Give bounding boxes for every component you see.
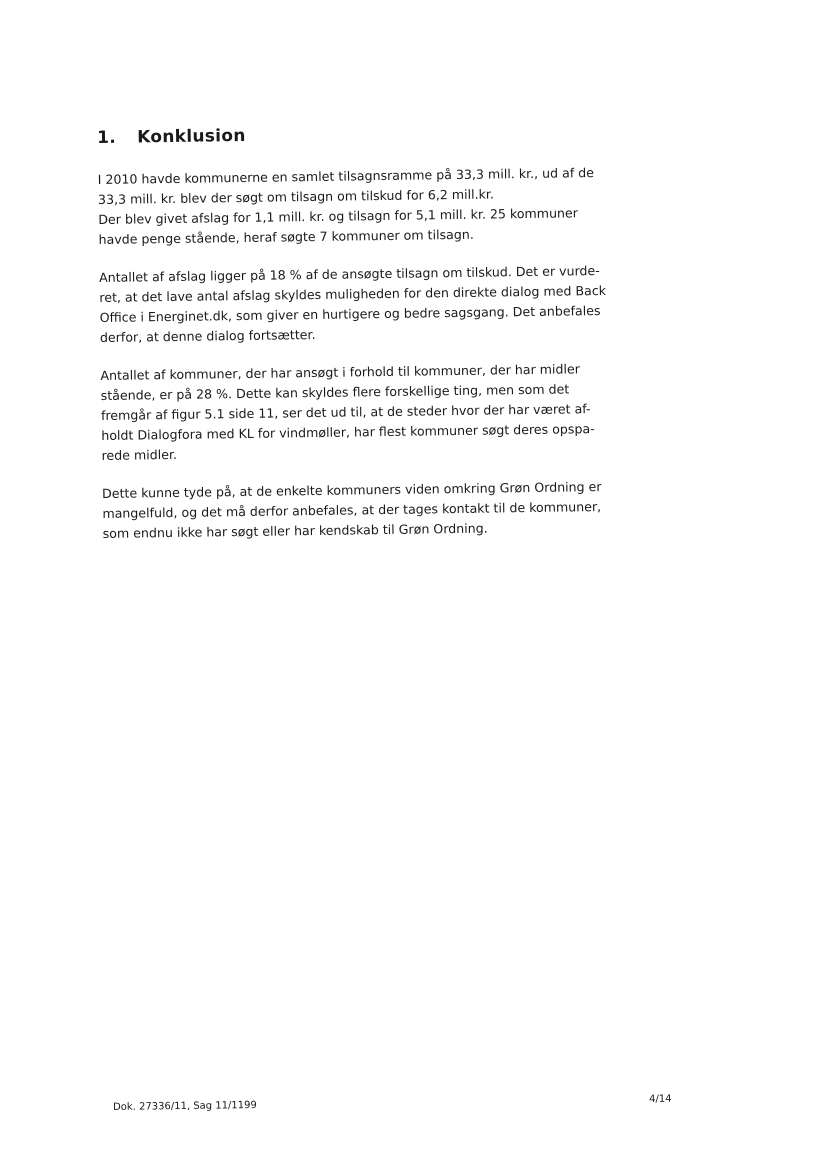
paragraph-line: Antallet af afslag ligger på 18 % af de ansøgte tilsagn om tilskud. Det er vurde- (98, 262, 600, 285)
paragraph-line: derfor, at denne dialog fortsætter. (99, 326, 316, 345)
paragraph-line: holdt Dialogfora med KL for vindmøller, har flest kommuner søgt deres opspa- (101, 421, 595, 443)
paragraph-1 (98, 163, 619, 250)
paragraph-line: stående, er på 28 %. Dette kan skyldes flere forskellige ting, men som det (100, 381, 570, 403)
paragraph-line: Office i Energinet.dk, som giver en hurtigere og bedre sagsgang. Det anbefales (99, 302, 601, 325)
paragraph-line: havde penge stående, heraf søgte 7 kommuner om tilsagn. (98, 226, 474, 247)
paragraph-line: Der blev givet afslag for 1,1 mill. kr. og tilsagn for 5,1 mill. kr. 25 kommuner (98, 205, 579, 227)
paragraph-line: 33,3 mill. kr. blev der søgt om tilsagn om tilskud for 6,2 mill.kr. (97, 186, 494, 207)
paragraph-2 (99, 261, 620, 348)
paragraph-4 (102, 477, 623, 544)
document-body (97, 121, 623, 562)
paragraph-line: Antallet af kommuner, der har ansøgt i forhold til kommuner, der har midler (100, 361, 580, 383)
section-number: 1. (97, 127, 117, 148)
paragraph-line: fremgår af figur 5.1 side 11, ser det ud til, at de steder hvor der har været af- (100, 401, 591, 423)
paragraph-line: som endnu ikke har søgt eller har kendskab til Grøn Ordning. (102, 520, 488, 541)
footer-doc-reference: Dok. 27336/11, Sag 11/1199 (113, 1099, 257, 1113)
section-title: Konklusion (136, 125, 246, 148)
paragraph-line: I 2010 havde kommunerne en samlet tilsagnsramme på 33,3 mill. kr., ud af de (97, 165, 595, 187)
paragraph-line: rede midler. (101, 446, 178, 463)
paragraph-3 (100, 359, 621, 466)
paragraph-line: ret, at det lave antal afslag skyldes muligheden for den direkte dialog med Back (99, 282, 607, 305)
footer-page-number: 4/14 (649, 1093, 672, 1105)
paragraph-line: mangelfuld, og det må derfor anbefales, at der tages kontakt til de kommuner, (102, 498, 602, 521)
section-heading (97, 121, 617, 148)
paragraph-line: Dette kunne tyde på, at de enkelte kommuners viden omkring Grøn Ordning er (101, 478, 602, 501)
